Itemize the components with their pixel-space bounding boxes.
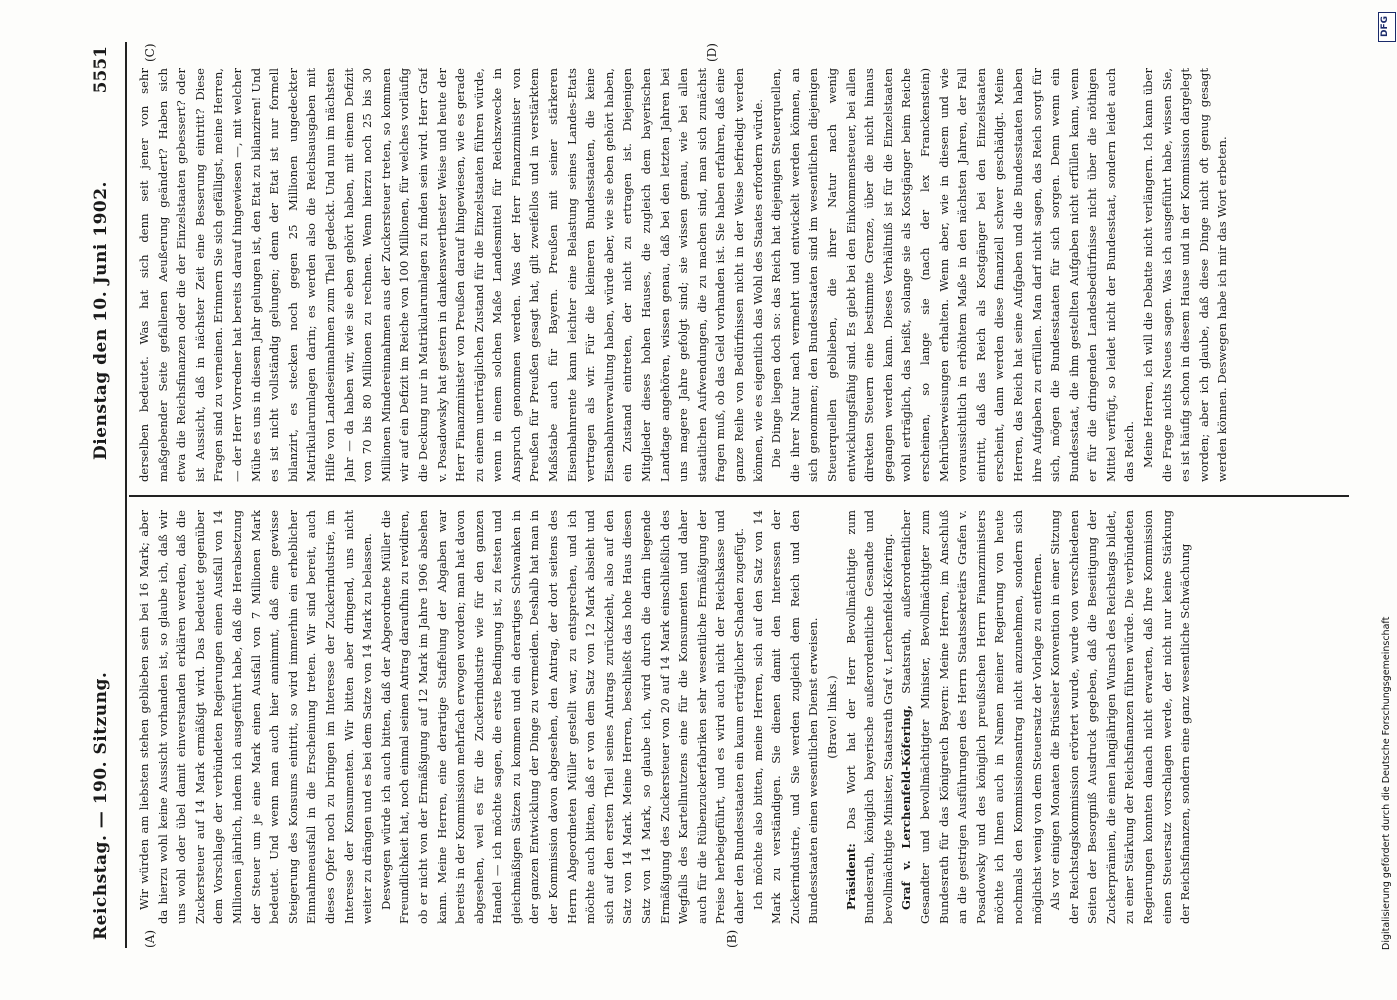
speaker-president: Präsident: bbox=[843, 843, 858, 910]
speech-text: Das Wort hat der Herr Bevollmächtigte zum Bundesrath, königlich bayerische außerordentliche Gesandte und bevollmächtigte Minister, Staatsrath Graf v. Lerchenfeld-Köfering. bbox=[843, 510, 895, 924]
paragraph: Deswegen würde ich auch bitten, daß der Abgeordnete Müller die Freundlichkeit hat, noch einmal seinen Antrag daraufhin zu revidiren, ob er nicht von der Ermäßigung auf 12 Mark im Jahre 1906 absehen kann. Meine Herren, eine derartige Staffelung der Abgaben war bereits in der Kommission mehrfach erwogen worden; man hat davon abgesehen, weil es für die Zuckerindustrie wie für den ganzen Handel — ich möchte sagen, die erste Bedingung ist, zu festen und gleichmäßigen Sätzen zu kommen und ein derartiges Schwanken in der ganzen Entwicklung der Dinge zu vermeiden. Deshalb hat man in der Kommission davon abgesehen, den Antrag, der dort seitens des Herrn Abgeordneten Müller gestellt war, zu entsprechen, und ich möchte auch bitten, daß er von dem Satz von 12 Mark absieht und sich auf den ersten Theil seines Antrags zurückzieht, also auf den Satz von 14 Mark. Meine Herren, beschließt das hohe Haus diesen Satz von 14 Mark, so glaube ich, wird durch die darin liegende Ermäßigung des Zuckersteuer von 20 auf 14 Mark einschließlich des Wegfalls des Kartellnutzens eine für die Konsumenten und daher auch für die Rübenzuckerfabriken sehr wesentliche Ermäßigung der Preise herbeigeführt, und es wird auch nicht der Reichskasse und daher den Bundesstaaten ein kaum erträglicher Schaden zugefügt. bbox=[378, 510, 746, 924]
paragraph: derselben bedeutet. Was hat sich denn seit jener von sehr maßgebender Seite gefallenen Aeußerung geändert? Haben sich etwa die Reichsfinanzen oder die der Einzelstaaten gebessert? oder ist Aussicht, daß in nächster Zeit eine Besserung eintritt? Diese Fragen sind zu verneinen. Erinnern Sie sich gefälligst, meine Herren, — der Herr Vorredner hat bereits darauf hingewiesen —, mit welcher Mühe es uns in diesem Jahr gelungen ist, den Etat zu bilanziren! Und es ist nicht vollständig gelungen; denn der Etat ist nur formell bilanzirt, es stecken noch gegen 25 Millionen ungedeckter Matrikularumlagen darin; es werden also die Reichsausgaben mit Hilfe von Landeseinnahmen zum Theil gedeckt. Und nun im nächsten Jahr — da haben wir, wie sie eben gehört haben, mit einem Defizit von 70 bis 80 Millionen zu rechnen. Wenn hierzu noch 25 bis 30 Millionen Mindereinnahmen aus der Zuckersteuer treten, so kommen wir auf ein Defizit im Reiche von 100 Millionen, für welches vorläufig die Deckung nur in Matrikularumlagen zu finden sein wird. Herr Graf v. Posadowsky hat gestern in dankenswerthester Weise und heute der Herr Finanzminister von Preußen darauf hingewiesen, wie es gerade zu einem unerträglichen Zustand für die Einzelstaaten führen würde, wenn in einem solchen Maße Landesmittel für Reichszwecke in Anspruch genommen werden. Was der Herr Finanzminister von Preußen für Preußen gesagt hat, gilt zweifellos und in verstärktem Maßstabe auch für Bayern. Preußen mit seiner stärkeren Eisenbahnrente kann leichter eine Belastung seines Landes-Etats vertragen als wir. Für die kleineren Bundesstaaten, die keine Eisenbahnverwaltung haben, würde aber, wie sie eben gehört haben, ein Zustand eintreten, der nicht zu ertragen ist. Diejenigen Mitglieder dieses hohen Hauses, die zugleich dem bayerischen Landtage angehören, wissen genau, daß bei den letzten Jahren bei uns magere Jahre gefolgt sind; sie wissen genau, wie bei allen staatlichen Aufwendungen, die zu machen sind, man sich zunächst fragen muß, ob das Geld vorhanden ist. Sie haben erfahren, daß eine ganze Reihe von Bedürfnissen nicht in der Weise befriedigt werden können, wie es eigentlich das Wohl des Staates erfordern würde. bbox=[137, 68, 765, 482]
margin-mark-d: (D) bbox=[705, 43, 719, 62]
margin-mark-b: (B) bbox=[725, 929, 739, 948]
paragraph: Wir würden am liebsten stehen geblieben sein bei 16 Mark; aber da hierzu wohl keine Aussicht vorhanden ist, so glaube ich, daß wir uns wohl oder übel damit einverstanden erklären werden, daß die Zuckersteuer auf 14 Mark ermäßigt wird. Das bedeutet gegenüber dem Vorschlage der verbündeten Regierungen einen Ausfall von 14 Millionen jährlich, indem ich ausgeführt habe, daß die Herabsetzung der Steuer um je eine Mark einen Ausfall von 7 Millionen Mark bedeutet. Und wenn man auch hier annimmt, daß eine gewisse Steigerung des Konsums eintritt, so wird immerhin ein erheblicher Einnahmeausfall in die Erscheinung treten. Wir sind bereit, auch dieses Opfer noch zu bringen im Interesse der Zuckerindustrie, im Interesse der Konsumenten. Wir bitten aber dringend, uns nicht weiter zu drängen und es bei dem Satze von 14 Mark zu belassen. bbox=[137, 510, 375, 924]
digitization-note: Digitalisierung gefördert durch die Deutsche Forschungsgemeinschaft bbox=[1381, 616, 1392, 950]
speaker-lerchenfeld: Graf v. Lerchenfeld-Köfering, bbox=[899, 705, 914, 910]
paragraph: Meine Herren, ich will die Debatte nicht verlängern. Ich kann über die Frage nichts Neues sagen. Was ich ausgeführt habe, wissen Sie, es ist häufig schon in diesem Hause und in der Kommission dargelegt worden; aber ich glaube, daß diese Dinge nicht oft genug gesagt werden können. Deswegen habe ich mir das Wort erbeten. bbox=[1141, 68, 1230, 482]
margin-mark-a: (A) bbox=[143, 929, 157, 948]
paragraph: Als vor einigen Monaten die Brüsseler Konvention in einer Sitzung der Reichstagskommission erörtert wurde, wurde von verschiedenen Seiten der Besorgniß Ausdruck gegeben, daß die Beseitigung der Zuckerprämien, die einen langjährigen Wunsch des Reichstags bildet, zu einer Stärkung der Reichsfinanzen führen würde. Die verbündeten Regierungen konnten danach nicht erwarten, daß Ihre Kommission einen Steuersatz vorschlagen werde, der nicht nur keine Stärkung der Reichsfinanzen, sondern eine ganz wesentliche Schwächung bbox=[1048, 510, 1193, 924]
paragraph-lerchenfeld bbox=[897, 510, 1046, 924]
page-header bbox=[85, 42, 121, 948]
column-divider bbox=[129, 495, 1349, 497]
paragraph-president bbox=[842, 510, 898, 924]
right-column bbox=[135, 68, 1345, 482]
margin-mark-c: (C) bbox=[143, 43, 157, 62]
paragraph: Die Dinge liegen doch so: das Reich hat diejenigen Steuerquellen, die ihrer Natur nach vermehrt und entwickelt werden können, an sich genommen; den Bundesstaaten sind im wesentlichen diejenigen Steuerquellen geblieben, die ihrer Natur nach wenig entwicklungsfähig sind. Es giebt bei den Einkommensteuer, bei allen direkten Steuern eine bestimmte Grenze, über die nicht hinaus gegangen werden kann. Dieses Verhältniß ist für die Einzelstaaten wohl erträglich, das heißt, solange sie als Kostgänger beim Reiche erscheinen, so lange sie (nach der lex Franckenstein) Mehrüberweisungen erhalten. Wenn aber, wie in diesem und wie voraussichtlich in erhöhtem Maße in den nächsten Jahren, der Fall eintritt, daß das Reich als Kostgänger bei den Einzelstaaten erscheint, dann werden diese finanziell schwer geschädigt. Meine Herren, das Reich hat seine Aufgaben und die Bundesstaaten haben ihre Aufgaben zu erfüllen. Man darf nicht sagen, das Reich sorgt für sich, mögen die Bundesstaaten für sich sorgen. Denn wenn ein Bundesstaat, die ihm gestellten Aufgaben nicht erfüllen kann, wenn er für die dringenden Landesbedürfnisse nicht über die nöthigen Mittel verfügt, so leidet nicht der Bundesstaat, sondern leidet auch das Reich. bbox=[769, 68, 1137, 482]
rotated-page bbox=[85, 30, 1355, 960]
header-rule bbox=[125, 42, 127, 948]
speech-text: Staatsrath, außerordentlicher Gesandter und bevollmächtigter Minister, Bevollmächtigter zum Bundesrath für das Königreich Bayern: Meine Herren, im Anschluß an die gestrigen Ausführungen des Herrn Staatssekretärs Grafen v. Posadowsky und des königlich preußischen Herrn Finanzministers möchte ich Ihnen auch in Namen meiner Regierung von heute nochmals den Kommissionsantrag nicht anzunehmen, sondern sich möglichst wenig von dem Steuersatz der Vorlage zu entfernen. bbox=[899, 510, 1044, 924]
page-content bbox=[85, 30, 1355, 960]
paragraph: Ich möchte also bitten, meine Herren, sich auf den Satz von 14 Mark zu verständigen. Sie dienen damit den Interessen der Zuckerindustrie, und Sie werden zugleich dem Reich und den Bundesstaaten einen wesentlichen Dienst erweisen. bbox=[750, 510, 821, 924]
page-number: 5551 bbox=[91, 46, 111, 94]
session-date: Dienstag den 10. Juni 1902. bbox=[91, 181, 111, 460]
running-head: Reichstag. — 190. Sitzung. bbox=[91, 671, 111, 940]
applause-note: (Bravo! links.) bbox=[824, 675, 839, 759]
dfg-logo-text: DFG bbox=[1380, 15, 1390, 37]
left-column bbox=[135, 510, 1345, 924]
